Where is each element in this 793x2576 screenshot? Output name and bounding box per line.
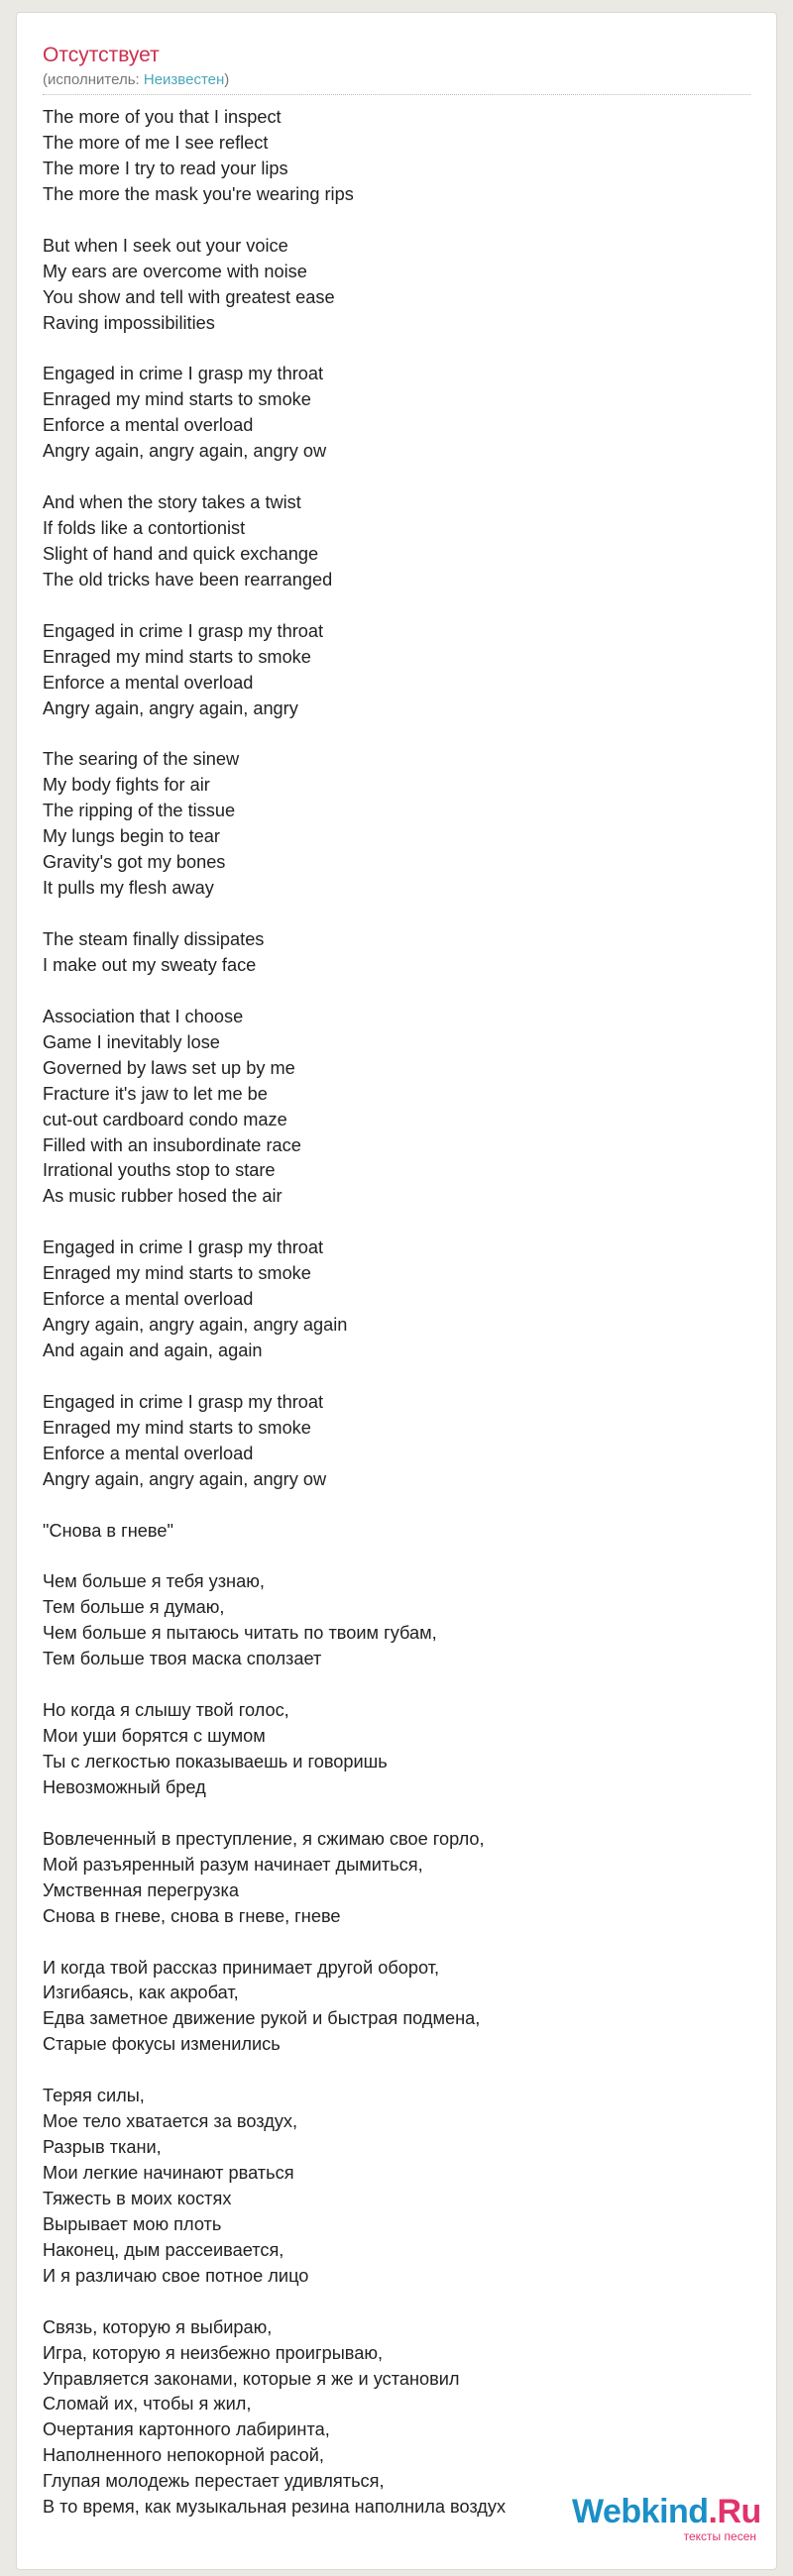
lyric-line: I make out my sweaty face (43, 954, 257, 975)
lyric-line: My body fights for air (43, 775, 210, 796)
lyric-line: Enraged my mind starts to smoke (43, 1417, 311, 1438)
lyric-line: Мои уши борятся с шумом (43, 1726, 266, 1747)
lyric-line: Engaged in crime I grasp my throat (43, 364, 324, 384)
lyric-line: The more I try to read your lips (43, 158, 288, 178)
lyric-line: You show and tell with greatest ease (43, 286, 335, 307)
lyric-line: Связь, которую я выбираю, (43, 2316, 273, 2337)
lyric-line: И я различаю свое потное лицо (43, 2265, 309, 2286)
lyric-line: Enraged my mind starts to smoke (43, 1263, 311, 1284)
stanza-gap (43, 1672, 756, 1698)
lyric-line: As music rubber hosed the air (43, 1186, 283, 1207)
lyric-line: Очертания картонного лабиринта, (43, 2419, 330, 2440)
lyric-line: И когда твой рассказ принимает другой оборот, (43, 1957, 440, 1978)
lyric-line: Engaged in crime I grasp my throat (43, 1237, 324, 1258)
lyric-line: Engaged in crime I grasp my throat (43, 1391, 324, 1412)
lyric-line: Angry again, angry again, angry (43, 698, 298, 718)
lyric-line: Filled with an insubordinate race (43, 1134, 301, 1155)
lyric-line: Мои легкие начинают рваться (43, 2163, 294, 2183)
lyric-line: Разрыв ткани, (43, 2137, 162, 2158)
lyric-line: Чем больше я тебя узнаю, (43, 1571, 265, 1592)
lyrics-card (16, 12, 777, 2570)
lyric-line: My lungs begin to tear (43, 826, 220, 847)
lyric-line: Raving impossibilities (43, 312, 215, 333)
logo-brand: Webkind (572, 2493, 709, 2530)
lyric-line: Ты с легкостью показываешь и говоришь (43, 1752, 388, 1771)
stanza-gap (43, 2058, 756, 2084)
lyric-line: Едва заметное движение рукой и быстрая подмена, (43, 2008, 481, 2029)
stanza-gap (43, 1210, 756, 1235)
lyric-line: Тяжесть в моих костях (43, 2188, 232, 2208)
lyric-line: Наконец, дым рассеивается, (43, 2239, 284, 2260)
artist-prefix: (исполнитель: (43, 71, 144, 88)
logo-tagline: тексты песен (683, 2529, 756, 2543)
lyric-line: Изгибаясь, как акробат, (43, 1983, 239, 2003)
stanza-gap (43, 1545, 756, 1570)
stanza-gap (43, 208, 756, 234)
lyric-line: Наполненного непокорной расой, (43, 2445, 324, 2466)
stanza-gap (43, 722, 756, 748)
stanza-gap (43, 593, 756, 619)
lyric-line: Чем больше я пытаюсь читать по твоим губам, (43, 1623, 437, 1644)
lyric-line: cut-out cardboard condo maze (43, 1109, 287, 1129)
lyric-line: Но когда я слышу твой голос, (43, 1700, 289, 1721)
lyric-line: Association that I choose (43, 1006, 244, 1026)
lyric-line: Enraged my mind starts to smoke (43, 646, 311, 667)
artist-line (43, 70, 229, 90)
lyric-line: Enforce a mental overload (43, 1443, 254, 1463)
lyric-line: Сломай их, чтобы я жил, (43, 2394, 252, 2415)
lyric-line: But when I seek out your voice (43, 235, 288, 256)
lyric-line: Старые фокусы изменились (43, 2034, 281, 2055)
artist-link[interactable]: Неизвестен (143, 71, 225, 88)
lyric-line: Angry again, angry again, angry ow (43, 441, 327, 462)
lyric-line: Gravity's got my bones (43, 852, 226, 873)
lyric-line: Управляется законами, которые я же и установил (43, 2368, 460, 2389)
lyric-line: Снова в гневе, снова в гневе, гневе (43, 1905, 341, 1926)
lyric-line: Fracture it's jaw to let me be (43, 1083, 268, 1104)
lyrics-text (43, 105, 756, 2521)
logo-wordmark (572, 2492, 760, 2531)
lyric-line: The more of me I see reflect (43, 132, 269, 153)
lyric-line: Невозможный бред (43, 1776, 206, 1797)
lyric-line: Engaged in crime I grasp my throat (43, 620, 324, 641)
lyric-line: В то время, как музыкальная резина наполнила воздух (43, 2497, 507, 2518)
stanza-gap (43, 1930, 756, 1956)
lyric-line: The more the mask you're wearing rips (43, 183, 354, 204)
logo-tld: .Ru (708, 2493, 761, 2530)
lyric-line: If folds like a contortionist (43, 518, 246, 538)
lyric-line: Вовлеченный в преступление, я сжимаю свое горло, (43, 1828, 485, 1849)
lyric-line: My ears are overcome with noise (43, 261, 307, 281)
lyric-line: Мой разъяренный разум начинает дымиться, (43, 1854, 423, 1875)
lyric-line: Тем больше я думаю, (43, 1597, 225, 1618)
lyric-line: It pulls my flesh away (43, 878, 214, 899)
lyric-line: Глупая молодежь перестает удивляться, (43, 2471, 385, 2492)
stanza-gap (43, 336, 756, 362)
lyric-line: The searing of the sinew (43, 749, 240, 770)
lyric-line: Теряя силы, (43, 2086, 145, 2106)
header-separator (43, 94, 750, 95)
site-logo[interactable] (572, 2492, 760, 2553)
lyric-line: Enforce a mental overload (43, 672, 254, 693)
artist-suffix: ) (224, 71, 230, 88)
lyric-line: Governed by laws set up by me (43, 1057, 295, 1078)
lyric-line: And when the story takes a twist (43, 492, 301, 513)
lyric-line: The old tricks have been rearranged (43, 569, 333, 590)
lyric-line: And again and again, again (43, 1341, 263, 1360)
lyric-line: Мое тело хватается за воздух, (43, 2111, 298, 2132)
lyric-line: "Снова в гневе" (43, 1520, 173, 1541)
lyric-line: Angry again, angry again, angry ow (43, 1468, 327, 1489)
song-title: Отсутствует (43, 44, 160, 66)
lyric-line: Enforce a mental overload (43, 1289, 254, 1310)
lyric-line: Вырывает мою плоть (43, 2213, 222, 2234)
stanza-gap (43, 979, 756, 1005)
lyric-line: Enforce a mental overload (43, 415, 254, 436)
stanza-gap (43, 465, 756, 490)
stanza-gap (43, 1801, 756, 1827)
lyric-line: Angry again, angry again, angry again (43, 1315, 348, 1336)
lyric-line: The more of you that I inspect (43, 107, 282, 127)
lyric-line: The steam finally dissipates (43, 929, 265, 949)
lyric-line: Game I inevitably lose (43, 1031, 220, 1052)
stanza-gap (43, 2290, 756, 2315)
stanza-gap (43, 902, 756, 927)
lyric-line: Irrational youths stop to stare (43, 1160, 276, 1181)
stanza-gap (43, 1364, 756, 1390)
lyric-line: The ripping of the tissue (43, 801, 236, 821)
lyric-line: Enraged my mind starts to smoke (43, 389, 311, 410)
lyric-line: Тем больше твоя маска сползает (43, 1649, 322, 1669)
lyric-line: Умственная перегрузка (43, 1879, 239, 1900)
stanza-gap (43, 1493, 756, 1519)
lyric-line: Игра, которую я неизбежно проигрываю, (43, 2342, 384, 2363)
lyric-line: Slight of hand and quick exchange (43, 543, 319, 564)
